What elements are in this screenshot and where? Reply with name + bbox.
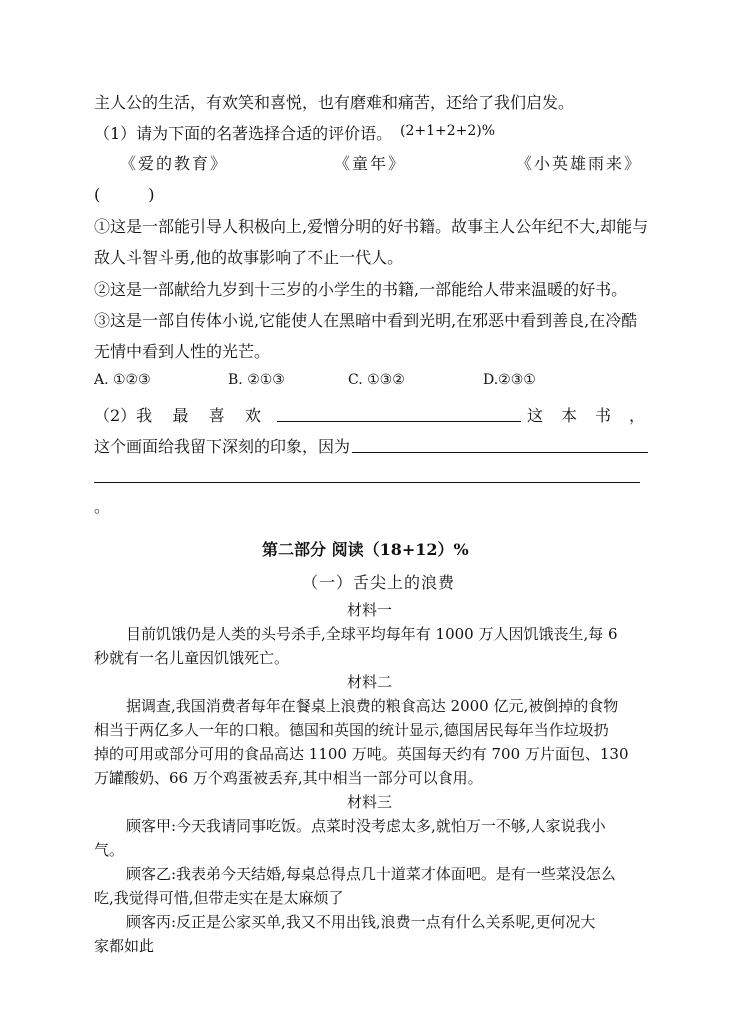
- option-1-line-1: ①这是一部能引导人积极向上,爱憎分明的好书籍。故事主人公年纪不大,却能与: [94, 217, 649, 236]
- question-2-tail-word: 这: [527, 406, 544, 425]
- question-1-prompt: （1）请为下面的名著选择合适的评价语。: [94, 124, 393, 143]
- question-2-lead-word: 喜: [208, 406, 225, 425]
- book-title-3: 《小英雄雨来》: [516, 154, 643, 173]
- material-2-line-3: 掉的可用或部分可用的食品高达 1100 万吨。英国每天约有 700 万片面包、130: [94, 745, 629, 763]
- answer-blank[interactable]: ( ): [94, 185, 155, 204]
- intro-line: 主人公的生活，有欢笑和喜悦，也有磨难和痛苦，还给了我们启发。: [94, 93, 575, 112]
- option-2-line-1: ②这是一部献给九岁到十三岁的小学生的书籍,一部能给人带来温暖的好书。: [94, 280, 628, 299]
- material-1-title: 材料一: [347, 601, 393, 619]
- customer-b-line-1: 顾客乙:我表弟今天结婚,每桌总得点几十道菜才体面吧。是有一些菜没怎么: [126, 865, 616, 883]
- material-2-line-2: 相当于两亿多人一年的口粮。德国和英国的统计显示,德国居民每年当作垃圾扔: [94, 721, 609, 739]
- book-title-2: 《童年》: [334, 154, 407, 173]
- material-1-line-2: 秒就有一名儿童因饥饿死亡。: [94, 649, 290, 667]
- material-2-title: 材料二: [347, 673, 393, 691]
- option-3-line-1: ③这是一部自传体小说,它能使人在黑暗中看到光明,在邪恶中看到善良,在冷酷: [94, 311, 638, 330]
- question-2-end: 。: [94, 497, 111, 516]
- question-2-tail: [527, 403, 645, 426]
- choice-d[interactable]: D.②③①: [483, 372, 536, 388]
- customer-c-line-2: 家都如此: [94, 937, 155, 955]
- passage-title: （一）舌尖上的浪费: [302, 573, 456, 592]
- question-2-lead-word: 欢: [244, 406, 261, 425]
- customer-a-line-1: 顾客甲:今天我请同事吃饭。点菜时没考虑太多,就怕万一不够,人家说我小: [126, 817, 606, 835]
- question-2-tail-word: 书: [594, 406, 611, 425]
- fill-in-line-reason-2[interactable]: [94, 482, 640, 483]
- material-2-line-4: 万罐酸奶、66 万个鸡蛋被丢弃,其中相当一部分可以食用。: [94, 769, 483, 787]
- choice-b[interactable]: B. ②①③: [228, 372, 285, 388]
- fill-in-line-book[interactable]: [277, 421, 521, 422]
- part-2-heading: 第二部分 阅读（18+12）%: [262, 540, 469, 559]
- option-1-line-2: 敌人斗智斗勇,他的故事影响了不止一代人。: [94, 248, 404, 267]
- material-1-line-1: 目前饥饿仍是人类的头号杀手,全球平均每年有 1000 万人因饥饿丧生,每 6: [126, 625, 618, 643]
- question-1-score: (2+1+2+2)%: [400, 123, 496, 139]
- question-2-lead-word: 最: [172, 406, 189, 425]
- question-2-lead-word: （2）我: [94, 406, 153, 425]
- choice-a[interactable]: A. ①②③: [94, 372, 151, 388]
- choice-c[interactable]: C. ①③②: [348, 372, 405, 388]
- customer-c-line-1: 顾客丙:反正是公家买单,我又不用出钱,浪费一点有什么关系呢,更何况大: [126, 913, 596, 931]
- option-3-line-2: 无情中看到人性的光芒。: [94, 342, 271, 361]
- question-2-tail-word: 本: [560, 406, 577, 425]
- material-2-line-1: 据调查,我国消费者每年在餐桌上浪费的粮食高达 2000 亿元,被倒掉的食物: [126, 697, 619, 715]
- fill-in-line-reason-1[interactable]: [352, 452, 648, 453]
- question-2-line-2: 这个画面给我留下深刻的印象，因为: [94, 437, 351, 456]
- customer-b-line-2: 吃,我觉得可惜,但带走实在是太麻烦了: [94, 889, 344, 907]
- customer-a-line-2: 气。: [94, 841, 125, 859]
- material-3-title: 材料三: [347, 793, 393, 811]
- book-title-1: 《爱的教育》: [120, 154, 229, 173]
- question-2-lead: [94, 403, 261, 426]
- question-2-tail-word: ，: [628, 406, 645, 425]
